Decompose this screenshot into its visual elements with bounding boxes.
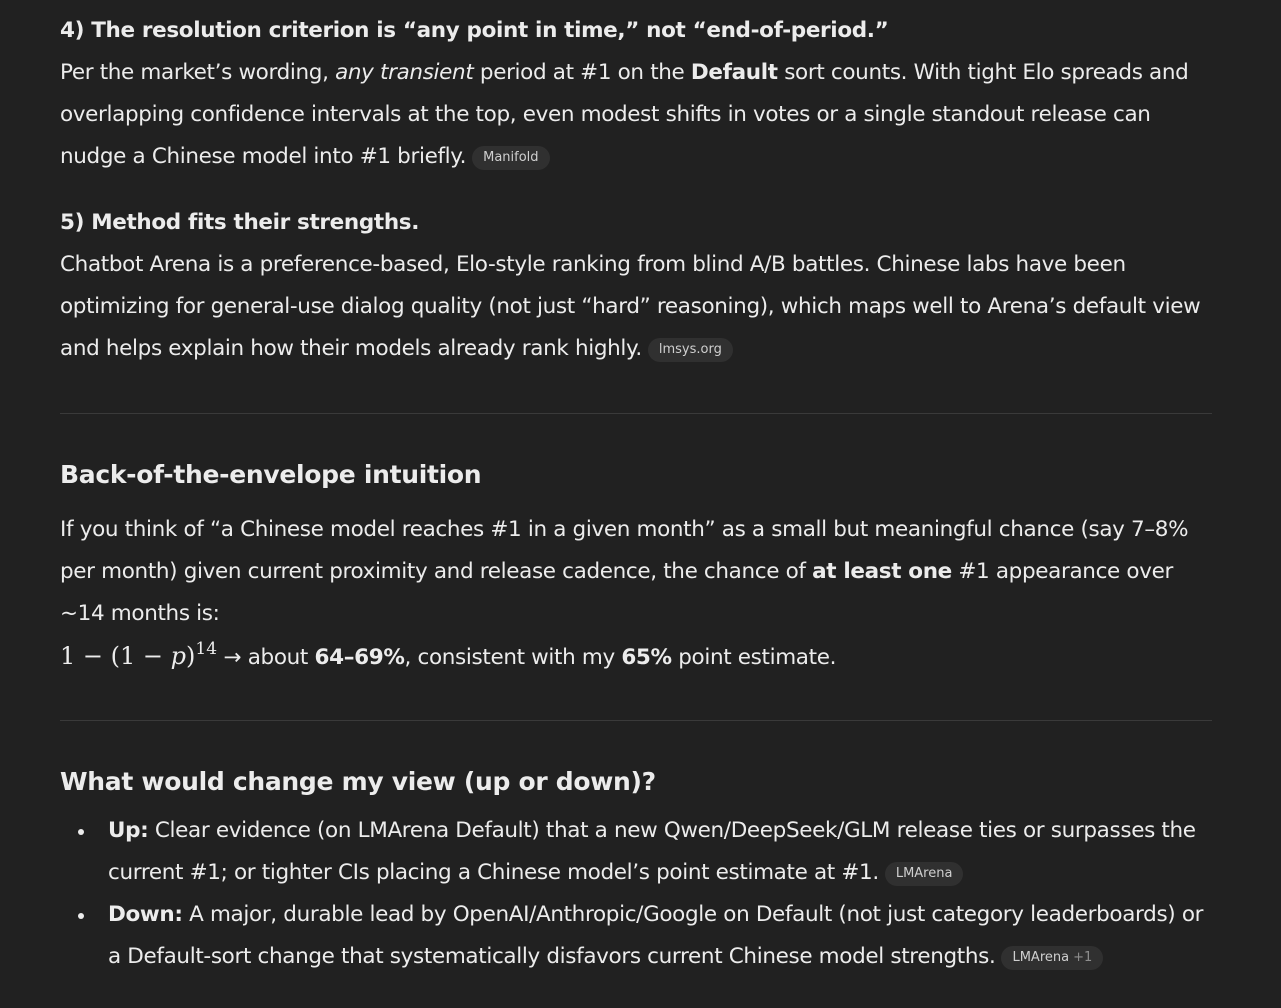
change-view-list xyxy=(60,810,1212,978)
result-a: about xyxy=(247,645,315,670)
result-range: 64–69% xyxy=(314,645,405,670)
divider-1 xyxy=(60,413,1212,414)
section-4-title: 4) The resolution criterion is “any point in time,” not “end-of-period.” xyxy=(60,18,889,43)
envelope-text xyxy=(60,509,1212,635)
section-4-italic: any transient xyxy=(335,60,474,85)
math-formula: $1 - (1 - p)^{14}$ xyxy=(60,639,218,670)
envelope-formula-line xyxy=(60,635,1212,679)
result-b: , consistent with my xyxy=(404,645,622,670)
source-pill-lmsys[interactable]: lmsys.org xyxy=(648,338,733,362)
divider-2 xyxy=(60,720,1212,721)
source-pill-label: LMArena xyxy=(1012,950,1070,965)
source-pill-lmarena-plus[interactable] xyxy=(1001,946,1103,970)
source-pill-count: +1 xyxy=(1073,950,1093,965)
envelope-text-b: #1 appearance over ~14 months is: xyxy=(60,559,1173,626)
arrow: → xyxy=(217,645,248,670)
change-view-heading: What would change my view (up or down)? xyxy=(60,767,656,796)
section-4 xyxy=(60,10,1212,178)
envelope-heading: Back-of-the-envelope intuition xyxy=(60,460,482,489)
list-item-text: Clear evidence (on LMArena Default) that a new Qwen/DeepSeek/GLM release ties or surpasses the current #1; or tighter CIs placing a Chinese model’s point estimate at #1. xyxy=(108,818,1196,885)
section-5-text-body: Chatbot Arena is a preference-based, Elo-style ranking from blind A/B battles. Chinese labs have been optimizing for general-use dialog quality (not just “hard” reasoning), which maps well to Arena’s default view and helps explain how their models already rank highly. xyxy=(60,252,1201,361)
envelope-text-a: If you think of “a Chinese model reaches #1 in a given month” as a small but meaningful chance (say 7–8% per month) given current proximity and release cadence, the chance of xyxy=(60,517,1189,584)
section-4-text-b: period at #1 on the xyxy=(473,60,691,85)
result-c: point estimate. xyxy=(671,645,837,670)
bullet-dot xyxy=(78,829,84,835)
section-5 xyxy=(60,202,1212,370)
envelope-section xyxy=(60,509,1212,679)
section-5-title: 5) Method fits their strengths. xyxy=(60,210,420,235)
section-4-text-a: Per the market’s wording, xyxy=(60,60,336,85)
envelope-bold: at least one xyxy=(812,559,952,584)
result-estimate: 65% xyxy=(621,645,672,670)
section-4-bold: Default xyxy=(690,60,778,85)
section-4-text xyxy=(60,52,1212,178)
bullet-dot xyxy=(78,913,84,919)
list-item-label: Up: xyxy=(108,818,149,843)
source-pill-lmarena[interactable]: LMArena xyxy=(885,862,964,886)
list-item-down xyxy=(60,894,1212,978)
section-5-text xyxy=(60,244,1212,370)
list-item-text: A major, durable lead by OpenAI/Anthropic/Google on Default (not just category leaderboards) or a Default-sort change that systematically disfavors current Chinese model strengths. xyxy=(108,902,1204,969)
list-item-up xyxy=(60,810,1212,894)
list-item-label: Down: xyxy=(108,902,183,927)
source-pill-manifold[interactable]: Manifold xyxy=(472,146,549,170)
section-4-text-c: sort counts. With tight Elo spreads and overlapping confidence intervals at the top, even modest shifts in votes or a single standout release can nudge a Chinese model into #1 briefly. xyxy=(60,60,1189,169)
